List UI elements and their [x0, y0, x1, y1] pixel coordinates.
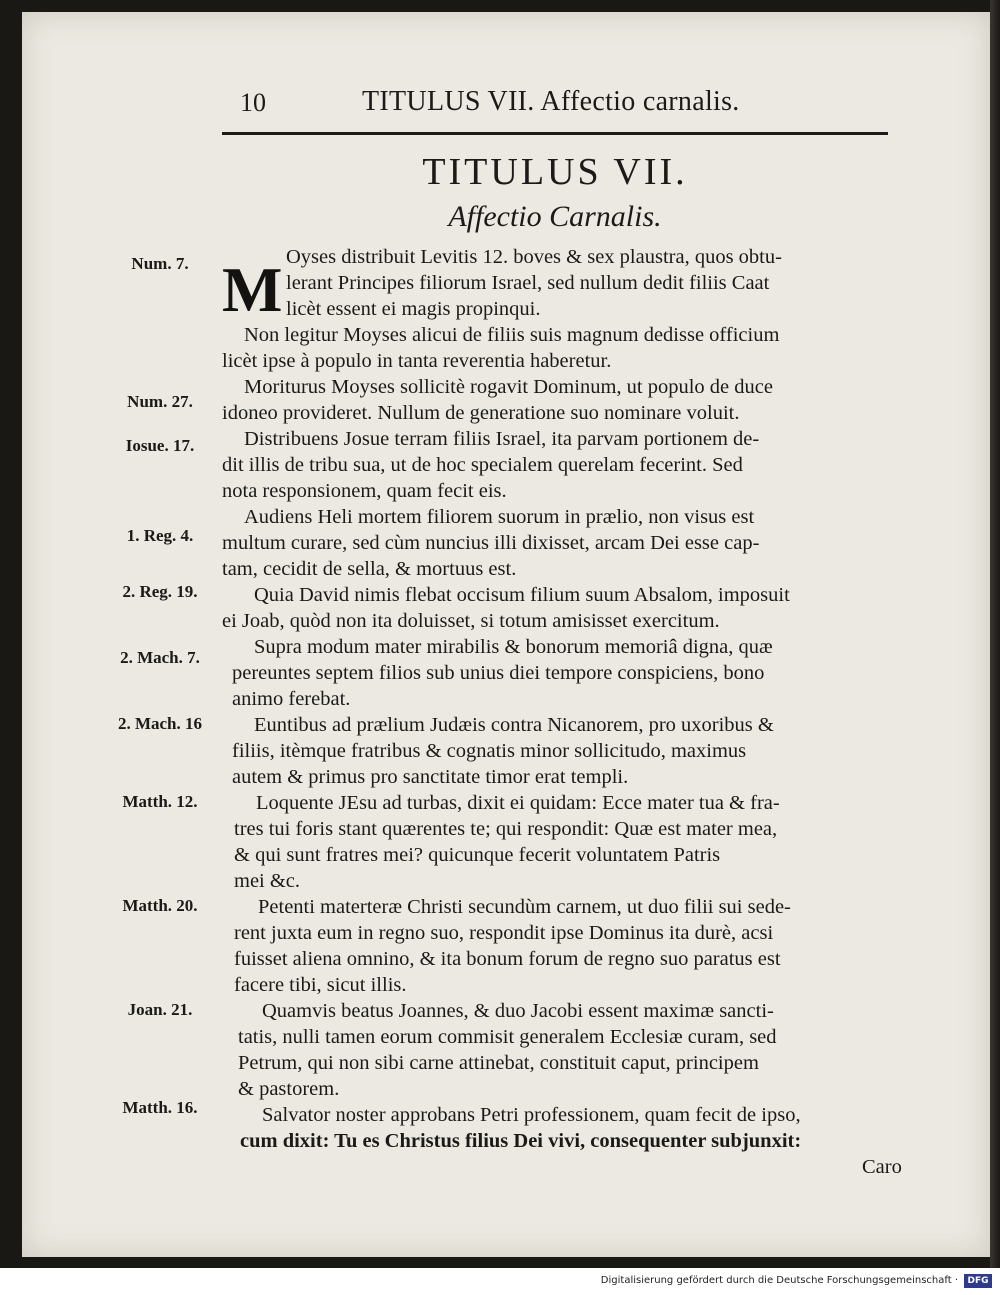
text-line: Oyses distribuit Levitis 12. boves & sex plaustra, quos obtu- [286, 246, 782, 268]
text-line: Distribuens Josue terram filiis Israel, ita parvam portionem de- [244, 428, 760, 450]
text-line: pereuntes septem filios sub unius diei tempore conspiciens, bono [232, 662, 765, 684]
text-line: cum dixit: Tu es Christus filius Dei vivi, consequenter subjunxit: [240, 1130, 802, 1152]
text-line: tam, cecidit de sella, & mortuus est. [222, 558, 517, 580]
page-edge-shadow [990, 0, 1000, 1268]
page-number: 10 [240, 88, 266, 117]
text-line: Non legitur Moyses alicui de filiis suis magnum dedisse officium [244, 324, 780, 346]
text-line: filiis, itèmque fratribus & cognatis minor sollicitudo, maximus [232, 740, 747, 762]
text-line: Loquente JEsu ad turbas, dixit ei quidam: Ecce mater tua & fra- [256, 792, 780, 814]
text-line: tres tui foris stant quærentes te; qui respondit: Quæ est mater mea, [234, 818, 778, 840]
margin-reference: Matth. 16. [122, 1098, 198, 1117]
margin-reference: 2. Mach. 16 [117, 714, 203, 733]
chapter-subtitle: Affectio Carnalis. [448, 200, 662, 233]
text-line: Quamvis beatus Joannes, & duo Jacobi essent maximæ sancti- [262, 1000, 774, 1022]
margin-reference: 1. Reg. 4. [126, 526, 194, 545]
dfg-logo: DFG [964, 1274, 992, 1288]
text-line: multum curare, sed cùm nuncius illi dixisset, arcam Dei esse cap- [222, 532, 760, 554]
text-line: Quia David nimis flebat occisum filium suum Absalom, imposuit [254, 584, 790, 606]
text-line: Moriturus Moyses sollicitè rogavit Dominum, ut populo de duce [244, 376, 773, 398]
text-line: & pastorem. [238, 1078, 340, 1100]
text-line: dit illis de tribu sua, ut de hoc specialem querelam fecerint. Sed [222, 454, 743, 476]
margin-reference: Num. 7. [131, 254, 189, 273]
text-line: Audiens Heli mortem filiorem suorum in prælio, non visus est [244, 506, 755, 528]
text-line: fuisset aliena omnino, & ita bonum forum de regno suo paratus est [234, 948, 781, 970]
catchword: Caro [862, 1156, 902, 1178]
running-head [240, 84, 880, 130]
text-line: idoneo provideret. Nullum de generatione suo nominare voluit. [222, 402, 740, 424]
text-line: animo ferebat. [232, 688, 351, 710]
text-line: mei &c. [234, 870, 301, 892]
margin-reference: Num. 27. [127, 392, 193, 411]
text-line: licèt essent ei magis propinqui. [286, 298, 541, 320]
text-line: facere tibi, sicut illis. [234, 974, 407, 996]
margin-reference: 2. Mach. 7. [120, 648, 200, 667]
margin-reference: Iosue. 17. [125, 436, 195, 455]
text-line: ei Joab, quòd non ita doluisset, si totum amisisset exercitum. [222, 610, 720, 632]
text-line: nota responsionem, quam fecit eis. [222, 480, 507, 502]
text-line: & qui sunt fratres mei? quicunque fecerit voluntatem Patris [234, 844, 721, 866]
text-line: licèt ipse à populo in tanta reverentia haberetur. [222, 350, 612, 372]
margin-reference: Joan. 21. [127, 1000, 193, 1019]
text-line: autem & primus pro sanctitate timor erat templi. [232, 766, 629, 788]
text-line: tatis, nulli tamen eorum commisit generalem Ecclesiæ curam, sed [238, 1026, 777, 1048]
text-line: Salvator noster approbans Petri professionem, quam fecit de ipso, [262, 1104, 801, 1126]
header-rule [222, 132, 888, 135]
text-line: lerant Principes filiorum Israel, sed nullum dedit filiis Caat [286, 272, 770, 294]
margin-reference: 2. Reg. 19. [122, 582, 198, 601]
text-line: Petrum, qui non sibi carne attinebat, constituit caput, principem [238, 1052, 759, 1074]
footer-bar [0, 1268, 1000, 1295]
running-head-title: TITULUS VII. Affectio carnalis. [362, 86, 740, 117]
funding-credit: Digitalisierung gefördert durch die Deutsche Forschungsgemeinschaft · [600, 1275, 958, 1286]
chapter-title: TITULUS VII. [422, 151, 688, 193]
text-line: Petenti materteræ Christi secundùm carnem, ut duo filii sui sede- [258, 896, 791, 918]
drop-cap: M [222, 254, 283, 325]
text-line: Supra modum mater mirabilis & bonorum memoriâ digna, quæ [254, 636, 773, 658]
margin-reference: Matth. 20. [122, 896, 198, 915]
text-line: rent juxta eum in regno suo, respondit ipse Dominus ita durè, acsi [234, 922, 774, 944]
margin-reference: Matth. 12. [122, 792, 198, 811]
text-line: Euntibus ad prælium Judæis contra Nicanorem, pro uxoribus & [254, 714, 774, 736]
